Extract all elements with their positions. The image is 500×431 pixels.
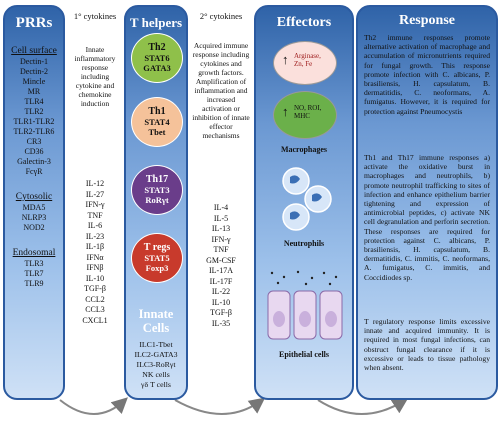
th-cell-name: Th2 <box>148 42 166 53</box>
endosomal-receptor: TLR7 <box>24 269 44 278</box>
secondary-cytokine: TNF <box>213 245 229 254</box>
secondary-cytokine: IL-5 <box>213 213 229 223</box>
primary-title: 1° cytokines <box>73 11 117 21</box>
th-cell-name: Th1 <box>148 106 166 117</box>
response-th2: Th2 immune responses promote alternative activation of macrophage and accumulation of micronutrients required for fungal growth. This response promote infection with C. albicans, P. brasiliensis, H. capsulatum, B. dermatitidis, C. neoformans, A. fumigatus. However, it is required for protection against Pneumocystis <box>364 33 490 116</box>
th-cell-factor: Tbet <box>148 127 166 137</box>
response-treg: T regulatory response limits excessive innate and acquired immunity. It is required in most fungal infections, can obstruct fungal clearance if it is excessive or leads to tissue pathology when absent. <box>364 317 490 373</box>
primary-cytokine: CXCL1 <box>82 315 108 325</box>
m1-macrophage-cell <box>273 91 337 139</box>
th-cell-factor: STAT3 <box>144 185 170 195</box>
cell-surface-receptor: CD36 <box>24 147 44 156</box>
cell-surface-list <box>5 57 63 177</box>
prrs-panel <box>3 5 65 400</box>
primary-cytokine: IL-10 <box>85 273 105 283</box>
primary-description: Innate inflammatory response including cytokine and chemokine induction <box>74 45 116 108</box>
primary-cytokine: IFNα <box>86 252 104 262</box>
response-panel <box>356 5 498 400</box>
effectors-panel <box>254 5 354 400</box>
response-th1-th17: Th1 and Th17 immune responses a) activate the oxidative burst in macrophages and neutrophils, b) promote neutrophil trafficking to sites of infection and enhance epithelium barrier tightening and expression of antimicrobial peptides, c) activate NK cell degranulation and perforin secretion. These responses are required for protection against C. albicans, P. brasiliensis, H. capsulatum, B. dermatitidis, C. immitis, C. neoformans, A. fumigatus, C. immitis, and Coccidiodes sp. <box>364 153 490 282</box>
primary-cytokine: TGF-β <box>84 284 106 293</box>
innate-cell: NK cells <box>142 370 170 379</box>
innate-cell: ILC1-Tbet <box>139 340 173 349</box>
th-cell-name: Th17 <box>145 174 169 185</box>
endosomal-heading: Endosomal <box>12 248 56 258</box>
macrophages-label: Macrophages <box>280 145 328 154</box>
secondary-cytokine: IL-17A <box>209 266 233 275</box>
arrow-effectors-to-response <box>318 400 405 414</box>
cell-surface-heading: Cell surface <box>11 46 57 56</box>
secondary-cytokine: IL-13 <box>211 224 231 233</box>
cell-surface-receptor: TLR2-TLR6 <box>13 127 55 136</box>
cytosolic-receptor: NLRP3 <box>21 213 47 222</box>
secondary-description: Acquired immune response including cytokines and growth factors. Amplification of inflammation and increased activation or inhibition of innate effector mechanisms <box>192 41 250 140</box>
effectors-title: Effectors <box>276 15 332 30</box>
primary-cytokine: IL-27 <box>85 189 105 199</box>
response-title: Response <box>398 13 455 28</box>
endosomal-list <box>5 259 63 289</box>
th-cell-th2 <box>131 33 183 83</box>
secondary-cytokine: IL-4 <box>213 203 229 212</box>
cell-surface-receptor: FcγR <box>25 167 43 176</box>
secondary-cytokine: GM-CSF <box>206 255 236 265</box>
thelpers-panel <box>124 5 188 400</box>
m2-text: Arginase, Zn, Fe <box>294 52 321 68</box>
secondary-cytokine: IL-10 <box>211 297 231 307</box>
innate-cell: ILC2-GATA3 <box>134 350 178 359</box>
secondary-cytokine: TGF-β <box>210 308 232 317</box>
arrow-prrs-to-thelpers <box>60 400 125 414</box>
prrs-lists <box>5 45 63 289</box>
secondary-cytokine: IL-17F <box>209 276 233 286</box>
m1-text: NO, ROI, MHC <box>294 104 322 120</box>
thelpers-title: T helpers <box>129 15 183 30</box>
primary-cytokine: CCL2 <box>85 294 105 304</box>
cell-surface-receptor: Galectin-3 <box>17 157 51 166</box>
cytosolic-receptor: NOD2 <box>23 223 45 232</box>
neutrophils-label: Neutrophils <box>283 239 325 248</box>
th-cell-factor: STAT6 <box>144 53 170 63</box>
th-cell-t-regs <box>131 233 183 283</box>
arrow-thelpers-to-effectors <box>175 400 262 414</box>
th-cell-factor: STAT5 <box>144 253 170 263</box>
primary-cytokine: IL-12 <box>85 179 105 188</box>
cytosolic-receptor: MDA5 <box>22 203 46 212</box>
secondary-cytokine: IFN-γ <box>211 234 231 244</box>
th-cell-factor: Foxp3 <box>145 263 169 273</box>
neutrophils-icon <box>274 165 334 233</box>
cytosolic-list <box>5 203 63 233</box>
primary-cytokine-list <box>67 179 123 326</box>
th-cell-th17 <box>131 165 183 215</box>
primary-cytokine: TNF <box>87 210 103 220</box>
innate-title: Innate Cells <box>138 307 174 335</box>
primary-cytokine: IL-23 <box>85 231 105 241</box>
secondary-cytokines-panel <box>190 5 252 400</box>
cell-surface-receptor: TLR4 <box>24 97 44 106</box>
secondary-title: 2° cytokines <box>199 11 243 21</box>
th-cell-factor: RoRγt <box>145 195 169 205</box>
innate-cell: ILC3-RoRγt <box>136 360 176 369</box>
cytosolic-heading: Cytosolic <box>15 192 53 202</box>
th-cell-factor: GATA3 <box>143 63 171 73</box>
cell-surface-receptor: TLR2 <box>24 107 44 116</box>
cell-surface-receptor: CR3 <box>26 137 42 146</box>
up-arrow-icon: ↑ <box>282 104 289 119</box>
cell-surface-receptor: MR <box>27 87 41 96</box>
primary-cytokine: IFN-γ <box>85 200 105 209</box>
epithelial-label: Epithelial cells <box>279 350 329 359</box>
primary-cytokine: CCL3 <box>85 305 105 314</box>
primary-cytokine: IFNβ <box>86 263 104 272</box>
endosomal-receptor: TLR3 <box>24 259 44 268</box>
innate-cell: γδ T cells <box>141 380 171 389</box>
cell-surface-receptor: Mincle <box>22 77 46 86</box>
th-cell-name: T regs <box>143 242 171 253</box>
primary-cytokines-panel <box>67 5 123 400</box>
m2-macrophage-cell <box>273 41 337 85</box>
endosomal-receptor: TLR9 <box>24 279 44 288</box>
epithelial-cells-icon <box>262 269 348 347</box>
primary-cytokine: IL-6 <box>87 221 103 230</box>
secondary-cytokine-list <box>190 203 252 329</box>
th-cell-factor: STAT4 <box>144 117 170 127</box>
up-arrow-icon: ↑ <box>282 52 289 67</box>
secondary-cytokine: IL-22 <box>211 287 231 296</box>
primary-cytokine: IL-1β <box>85 242 105 251</box>
innate-cells-list <box>126 340 186 390</box>
cell-surface-receptor: TLR1-TLR2 <box>13 117 55 126</box>
cell-surface-receptor: Dectin-1 <box>20 57 48 66</box>
th-cell-th1 <box>131 97 183 147</box>
cell-surface-receptor: Dectin-2 <box>20 67 48 76</box>
secondary-cytokine: IL-35 <box>211 318 231 328</box>
prrs-title: PRRs <box>15 15 53 31</box>
